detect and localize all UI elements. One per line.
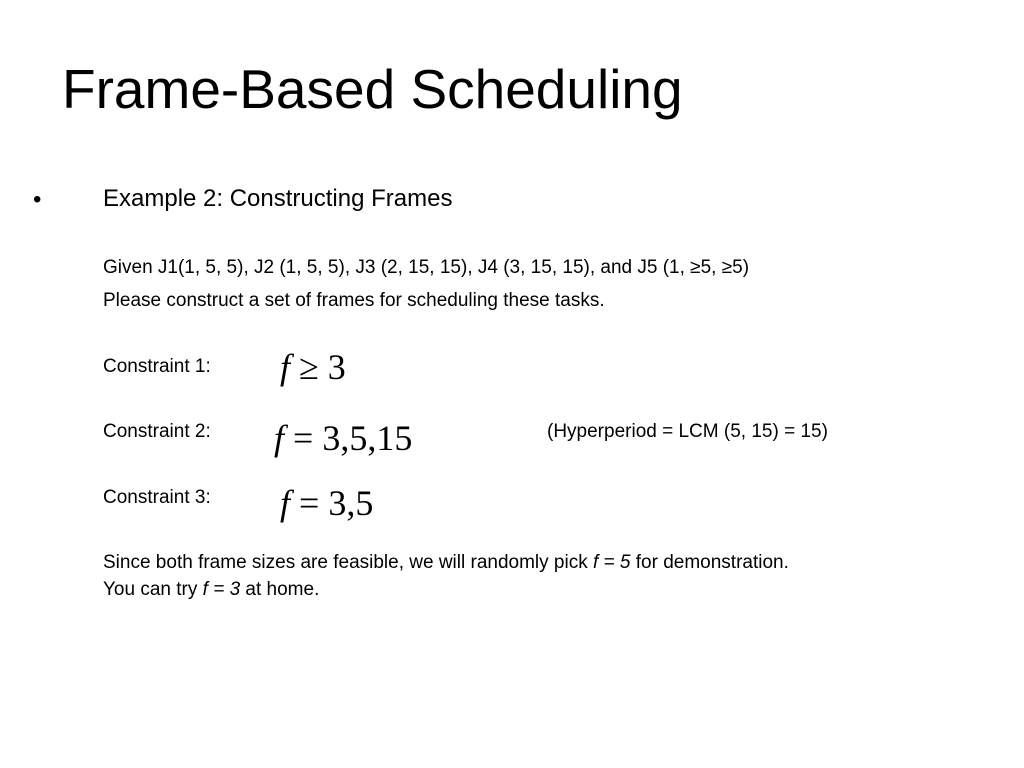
constraint-3-operator: = xyxy=(299,483,320,523)
constraint-1-formula xyxy=(280,349,346,385)
conclusion-line-1 xyxy=(103,553,789,574)
conclusion-1-prefix: Since both frame sizes are feasible, we will randomly pick xyxy=(103,552,593,573)
example-heading: Example 2: Constructing Frames xyxy=(103,185,453,212)
conclusion-1-emphasis: f = 5 xyxy=(592,552,631,573)
constraint-2-formula xyxy=(274,420,412,456)
slide-title: Frame-Based Scheduling xyxy=(62,58,683,120)
conclusion-line-2 xyxy=(103,580,319,601)
constraint-1-label: Constraint 1: xyxy=(103,356,211,377)
constraint-2-operator: = xyxy=(293,418,314,458)
bullet-marker: • xyxy=(33,186,42,213)
constraint-1-operator: ≥ xyxy=(299,347,319,387)
conclusion-2-emphasis: f = 3 xyxy=(202,579,241,600)
constraint-3-formula xyxy=(280,485,373,521)
constraint-2-var: f xyxy=(274,418,285,458)
constraint-2-label: Constraint 2: xyxy=(103,421,211,442)
constraint-1-var: f xyxy=(280,347,291,387)
conclusion-2-prefix: You can try xyxy=(103,579,203,600)
constraint-1-value: 3 xyxy=(327,347,346,387)
constraint-3-var: f xyxy=(280,483,291,523)
constraint-3-value: 3,5 xyxy=(328,483,374,523)
given-text: Given J1(1, 5, 5), J2 (1, 5, 5), J3 (2, 15, 15), J4 (3, 15, 15), and J5 (1, ≥5, ≥5) xyxy=(103,257,750,278)
instruction-text: Please construct a set of frames for scheduling these tasks. xyxy=(103,290,605,311)
conclusion-1-suffix: for demonstration. xyxy=(630,552,789,573)
constraint-3-label: Constraint 3: xyxy=(103,487,211,508)
conclusion-2-suffix: at home. xyxy=(240,579,320,600)
constraint-2-value: 3,5,15 xyxy=(322,418,413,458)
hyperperiod-note: (Hyperperiod = LCM (5, 15) = 15) xyxy=(547,421,828,442)
